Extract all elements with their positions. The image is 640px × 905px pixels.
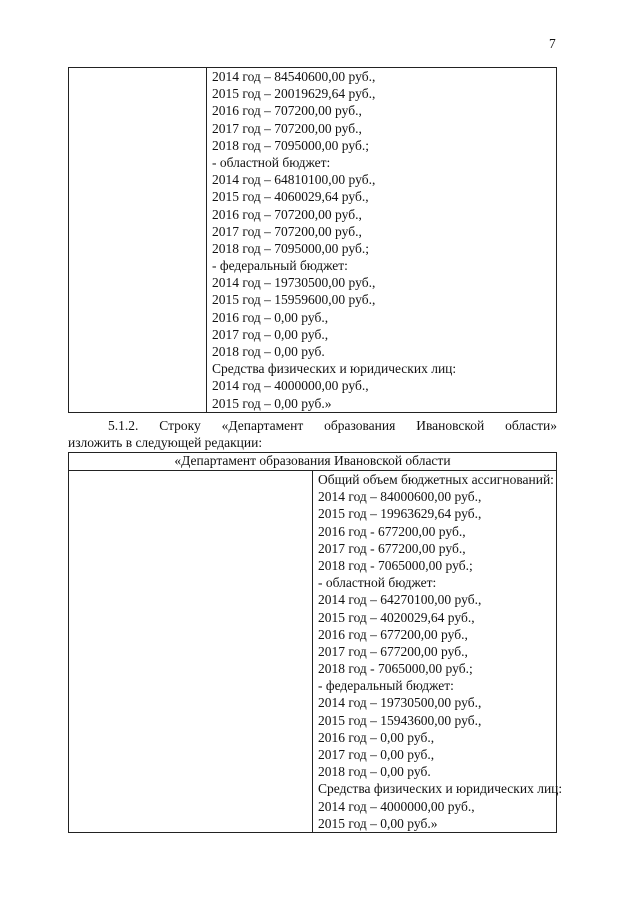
- budget-line: - областной бюджет:: [212, 154, 331, 170]
- budget-lines-cell: [207, 68, 557, 413]
- budget-line: 2018 год – 7095000,00 руб.;: [212, 240, 369, 256]
- budget-line: 2017 год – 0,00 руб.,: [212, 326, 329, 342]
- budget-line: 2016 год - 677200,00 руб.,: [318, 523, 466, 539]
- budget-line: 2016 год – 677200,00 руб.,: [318, 626, 468, 642]
- budget-line: 2014 год – 84540600,00 руб.,: [212, 69, 376, 84]
- budget-line: 2017 год – 0,00 руб.,: [318, 747, 435, 762]
- budget-line: 2014 год – 4000000,00 руб.,: [212, 378, 369, 394]
- budget-line: 2016 год – 0,00 руб.,: [318, 729, 435, 745]
- budget-line: 2016 год – 707200,00 руб.,: [212, 206, 362, 222]
- budget-line: 2018 год – 7095000,00 руб.;: [212, 137, 369, 153]
- budget-line: 2015 год – 4020029,64 руб.,: [318, 609, 475, 625]
- budget-line: 2015 год – 0,00 руб.»: [318, 815, 438, 831]
- budget-line: - федеральный бюджет:: [318, 678, 454, 694]
- budget-line: - федеральный бюджет:: [212, 258, 348, 274]
- amendment-paragraph-line-2: изложить в следующей редакции:: [68, 435, 263, 450]
- budget-line: 2015 год – 15959600,00 руб.,: [212, 292, 376, 308]
- budget-line: 2014 год – 19730500,00 руб.,: [212, 275, 376, 291]
- budget-line: 2014 год – 84000600,00 руб.,: [318, 489, 482, 505]
- budget-line: 2015 год – 4060029,64 руб.,: [212, 189, 369, 205]
- budget-line: 2015 год – 20019629,64 руб.,: [212, 86, 376, 102]
- budget-line: 2018 год – 0,00 руб.: [212, 344, 325, 359]
- budget-line: Средства физических и юридических лиц:: [318, 781, 563, 797]
- budget-table-new: [68, 452, 563, 833]
- budget-line: 2015 год – 0,00 руб.»: [212, 395, 332, 411]
- budget-line: 2014 год – 64810100,00 руб.,: [212, 172, 376, 188]
- budget-line: 2015 год – 15943600,00 руб.,: [318, 712, 482, 728]
- budget-line: Общий объем бюджетных ассигнований:: [318, 472, 554, 487]
- page-number: 7: [549, 36, 556, 51]
- budget-line: 2016 год – 707200,00 руб.,: [212, 103, 362, 119]
- budget-line: 2014 год – 4000000,00 руб.,: [318, 798, 475, 814]
- budget-line: 2014 год – 19730500,00 руб.,: [318, 695, 482, 711]
- budget-lines-cell: [313, 471, 563, 833]
- amendment-paragraph-line-1: 5.1.2. Строку «Департамент образования Ивановской области»: [108, 418, 557, 433]
- budget-line: 2017 год – 677200,00 руб.,: [318, 643, 468, 659]
- empty-left-cell: [69, 68, 207, 413]
- budget-line: 2018 год - 7065000,00 руб.;: [318, 557, 473, 573]
- budget-line: - областной бюджет:: [318, 575, 437, 591]
- empty-left-cell: [69, 471, 313, 833]
- budget-line: 2017 год – 707200,00 руб.,: [212, 120, 362, 136]
- table-header-row: [69, 453, 557, 471]
- budget-line: 2015 год – 19963629,64 руб.,: [318, 506, 482, 522]
- budget-table-previous: [68, 67, 557, 413]
- table-row: [69, 471, 557, 833]
- table-row: [69, 68, 557, 413]
- budget-line: 2016 год – 0,00 руб.,: [212, 309, 329, 325]
- budget-line: 2018 год – 0,00 руб.: [318, 764, 431, 780]
- department-header-cell: «Департамент образования Ивановской области: [69, 453, 557, 471]
- budget-line: 2017 год - 677200,00 руб.,: [318, 540, 466, 556]
- budget-line: 2018 год - 7065000,00 руб.;: [318, 661, 473, 677]
- budget-line: Средства физических и юридических лиц:: [212, 361, 457, 377]
- budget-line: 2017 год – 707200,00 руб.,: [212, 223, 362, 239]
- budget-line: 2014 год – 64270100,00 руб.,: [318, 592, 482, 608]
